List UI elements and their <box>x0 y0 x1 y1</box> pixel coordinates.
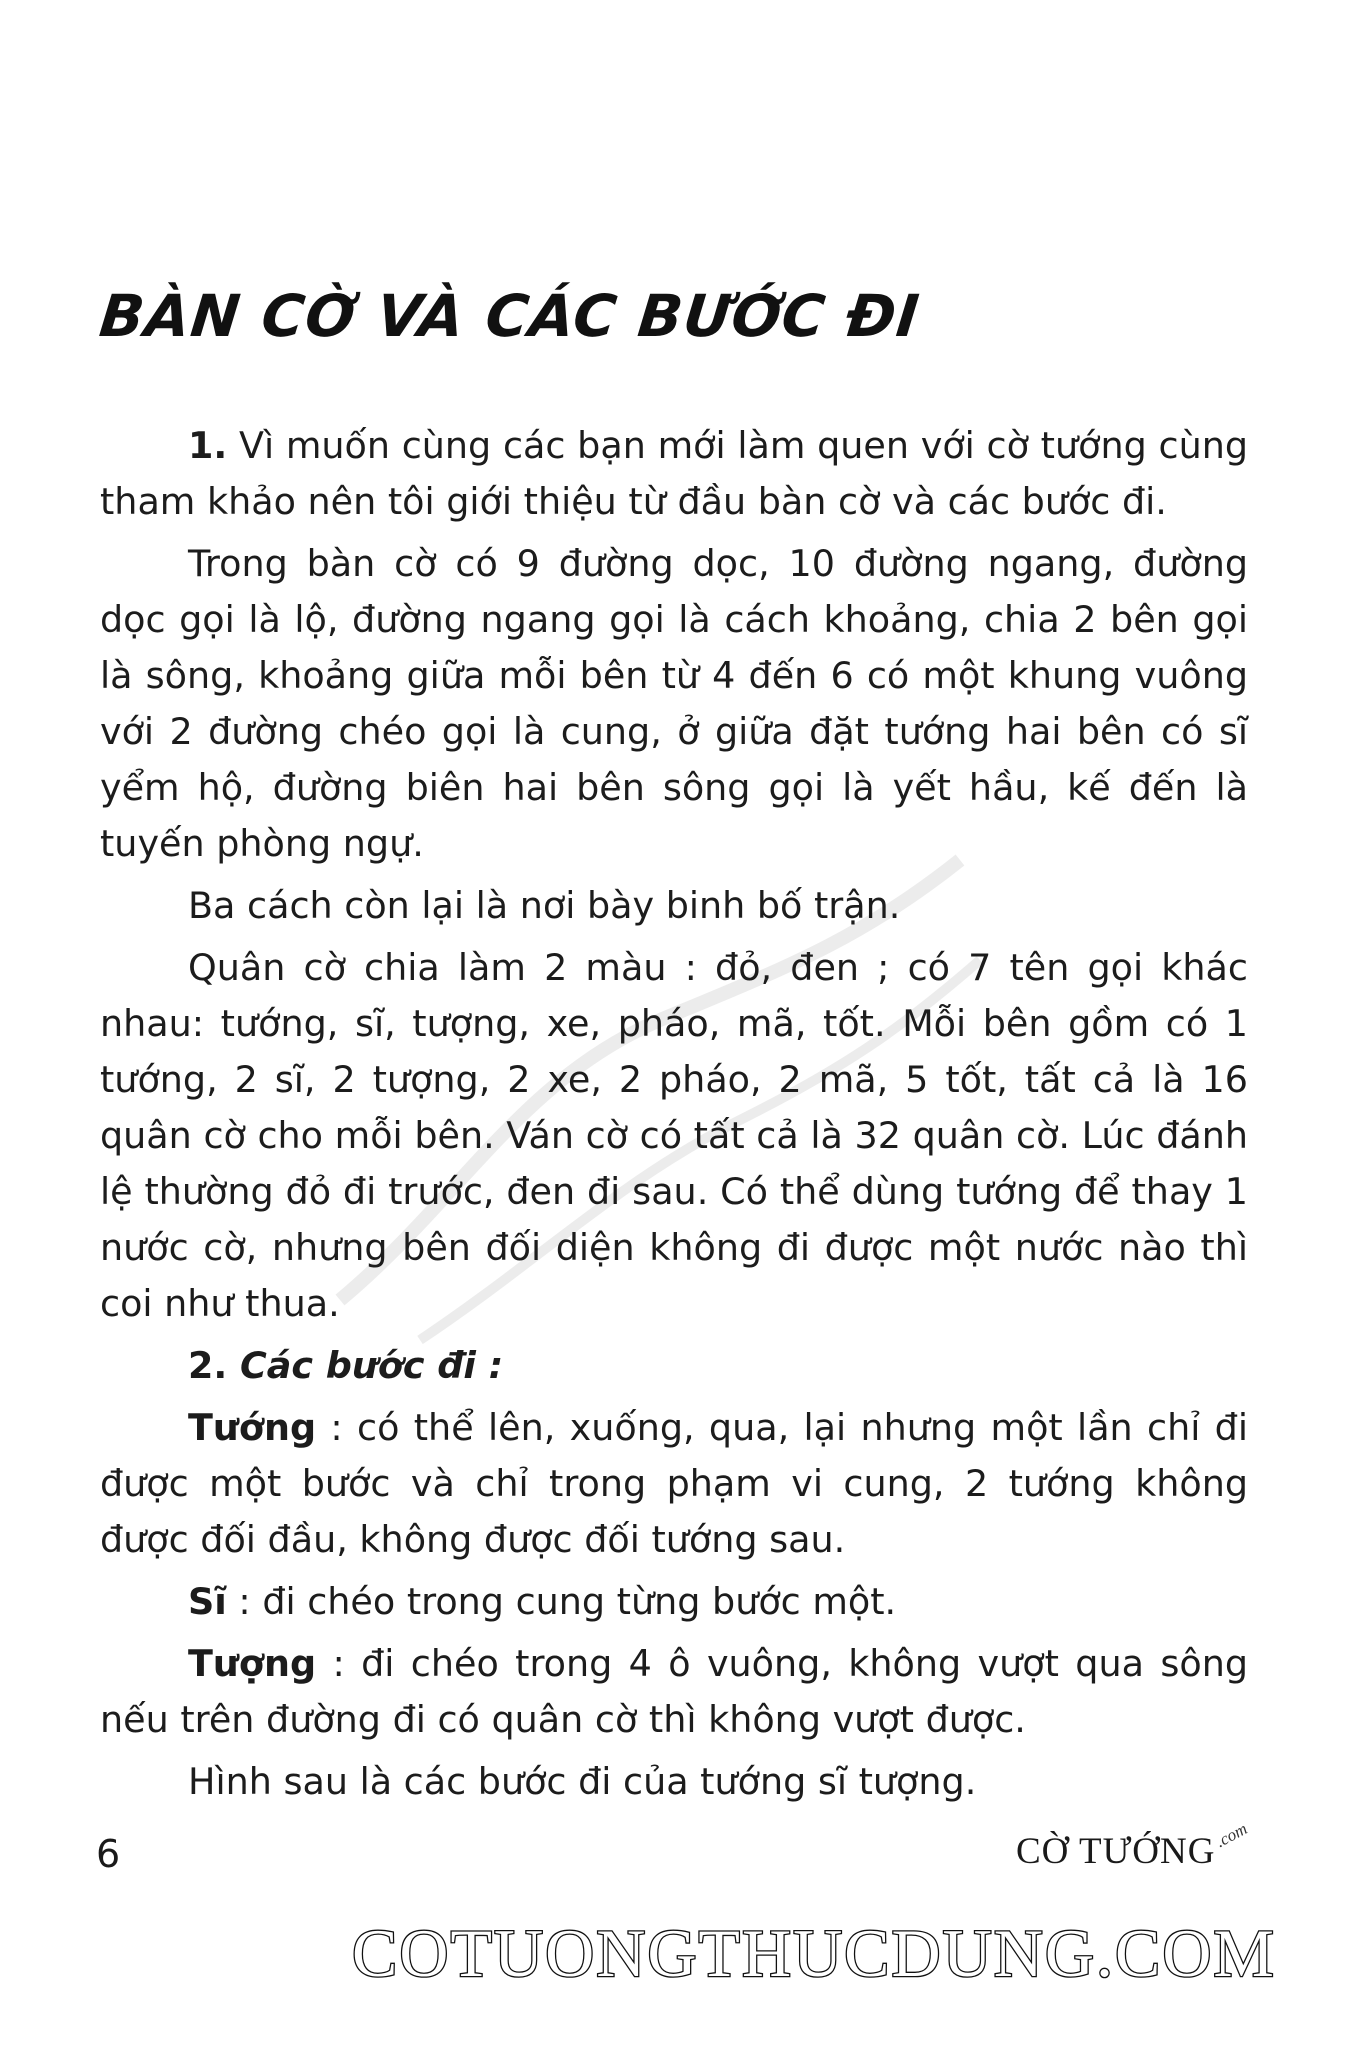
paragraph-intro <box>100 418 1248 530</box>
running-title: CỜ TƯỚNG <box>1016 1831 1216 1872</box>
general-text: : có thể lên, xuống, qua, lại nhưng một lần chỉ đi được một bước và chỉ trong phạm vi cung, 2 tướng không được đối đầu, không được đối tướng sau. <box>100 1406 1248 1561</box>
intro-text: Vì muốn cùng các bạn mới làm quen với cờ tướng cùng tham khảo nên tôi giới thiệu từ đầu bàn cờ và các bước đi. <box>100 424 1248 523</box>
paragraph-remaining: Ba cách còn lại là nơi bày binh bố trận. <box>188 884 901 927</box>
paragraph-elephant <box>100 1636 1248 1748</box>
body-text <box>100 418 1248 1816</box>
paragraph-figure-note: Hình sau là các bước đi của tướng sĩ tượng. <box>188 1760 977 1803</box>
page-number: 6 <box>96 1832 121 1876</box>
elephant-label: Tượng <box>188 1642 317 1685</box>
advisor-text: : đi chéo trong cung từng bước một. <box>226 1580 897 1623</box>
site-banner: COTUONGTHUCDUNG.COM <box>352 1915 1276 1991</box>
intro-number: 1. <box>188 424 228 467</box>
corner-watermark: .com <box>1212 1819 1251 1852</box>
section-number: 2. <box>188 1344 228 1387</box>
general-label: Tướng <box>188 1406 317 1449</box>
section-heading-moves <box>100 1338 1248 1394</box>
paragraph-general <box>100 1400 1248 1568</box>
section-title: Các bước đi : <box>227 1344 504 1387</box>
paragraph-advisor <box>100 1574 1248 1630</box>
elephant-text: : đi chéo trong 4 ô vuông, không vượt qua sông nếu trên đường đi có quân cờ thì không vượt được. <box>100 1642 1248 1741</box>
page-title: BÀN CỜ VÀ CÁC BƯỚC ĐI <box>96 282 923 350</box>
paragraph-board: Trong bàn cờ có 9 đường dọc, 10 đường ngang, đường dọc gọi là lộ, đường ngang gọi là cách khoảng, chia 2 bên gọi là sông, khoảng giữa mỗi bên từ 4 đến 6 có một khung vuông với 2 đường chéo gọi là cung, ở giữa đặt tướng hai bên có sĩ yểm hộ, đường biên hai bên sông gọi là yết hầu, kế đến là tuyến phòng ngự. <box>100 542 1248 865</box>
advisor-label: Sĩ <box>188 1580 227 1623</box>
paragraph-pieces: Quân cờ chia làm 2 màu : đỏ, đen ; có 7 tên gọi khác nhau: tướng, sĩ, tượng, xe, pháo, mã, tốt. Mỗi bên gồm có 1 tướng, 2 sĩ, 2 tượng, 2 xe, 2 pháo, 2 mã, 5 tốt, tất cả là 16 quân cờ cho mỗi bên. Ván cờ có tất cả là 32 quân cờ. Lúc đánh lệ thường đỏ đi trước, đen đi sau. Có thể dùng tướng để thay 1 nước cờ, nhưng bên đối diện không đi được một nước nào thì coi như thua. <box>100 946 1248 1325</box>
